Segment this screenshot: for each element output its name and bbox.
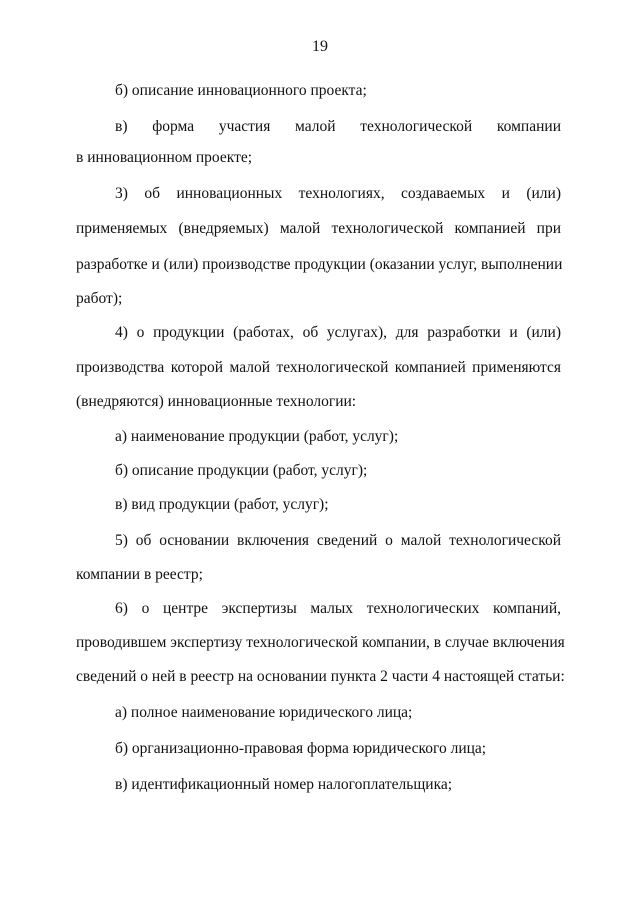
text-line-item-4-products: 4) о продукции (работах, об услугах), для разработки и (или)	[115, 324, 561, 341]
text-line-item-b-project-description: б) описание инновационного проекта;	[115, 82, 367, 99]
text-line-item-b-legal-form: б) организационно-правовая форма юридического лица;	[115, 740, 487, 757]
text-line-item-5-basis: 5) об основании включения сведений о малой технологической	[115, 532, 561, 549]
text-line-item-a-product-name: а) наименование продукции (работ, услуг);	[115, 428, 399, 445]
text-line-production-applied: производства которой малой технологической компанией применяются	[76, 359, 561, 376]
text-line-innovation-project: в инновационном проекте;	[76, 149, 253, 166]
text-line-applied-technologies: применяемых (внедряемых) малой технологической компанией при	[76, 220, 561, 237]
text-line-item-6-expertise-center: 6) о центре экспертизы малых технологических компаний,	[115, 600, 561, 617]
text-line-expertise-conducted: проводившем экспертизу технологической компании, в случае включения	[76, 634, 565, 651]
text-line-item-b-product-description: б) описание продукции (работ, услуг);	[115, 462, 368, 479]
text-line-item-a-full-name: а) полное наименование юридического лица;	[115, 704, 413, 721]
text-line-item-v-product-type: в) вид продукции (работ, услуг);	[115, 496, 329, 513]
text-line-item-v-participation-form: в) форма участия малой технологической компании	[115, 118, 561, 135]
page-number: 19	[312, 38, 328, 55]
text-line-item-3-technologies: 3) об инновационных технологиях, создаваемых и (или)	[115, 185, 561, 202]
text-line-development-production: разработке и (или) производстве продукции (оказании услуг, выполнении	[76, 256, 563, 273]
text-line-innovative-technologies: (внедряются) инновационные технологии:	[76, 393, 357, 410]
text-line-works: работ);	[76, 290, 123, 307]
text-line-item-v-tax-number: в) идентификационный номер налогоплательщика;	[115, 776, 453, 793]
text-line-company-registry: компании в реестр;	[76, 566, 203, 583]
text-line-registry-basis: сведений о ней в реестр на основании пункта 2 части 4 настоящей статьи:	[76, 668, 565, 685]
